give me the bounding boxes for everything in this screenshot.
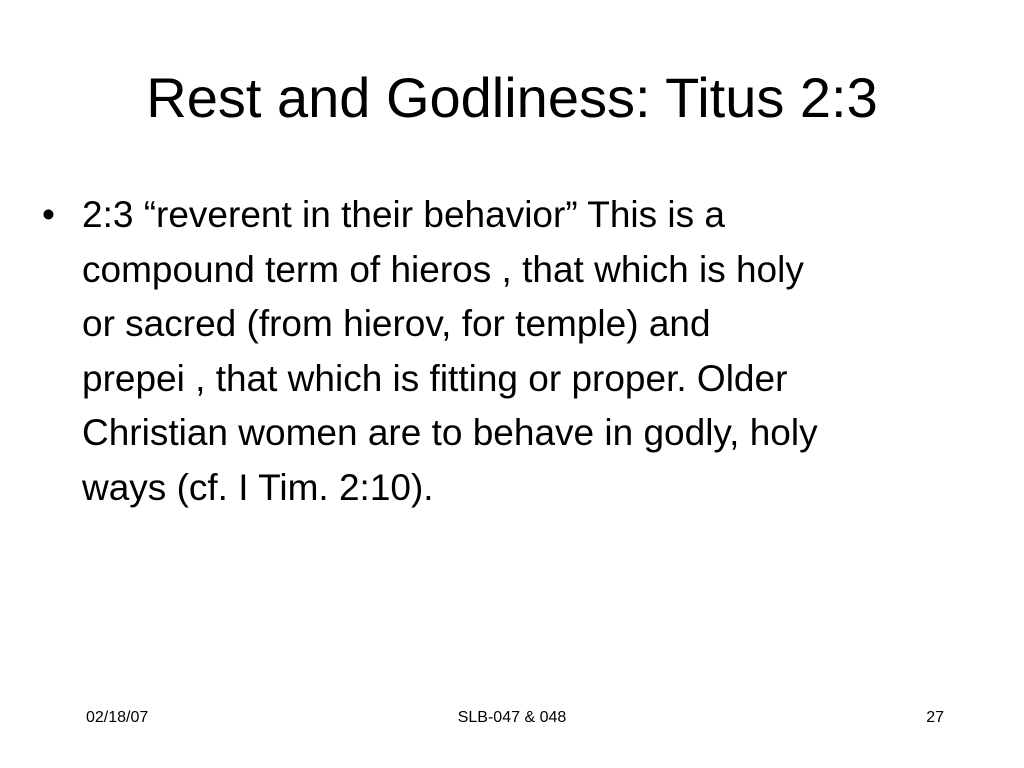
bullet-list	[38, 188, 998, 515]
footer-page-number: 27	[926, 709, 944, 726]
bullet-line: compound term of hieros , that which is holy	[82, 248, 804, 290]
bullet-item	[38, 188, 998, 515]
bullet-line: ways (cf. I Tim. 2:10).	[82, 466, 434, 508]
bullet-line: Christian women are to behave in godly, holy	[82, 412, 818, 453]
bullet-dot-icon: •	[42, 194, 55, 235]
footer-date: 02/18/07	[86, 709, 149, 726]
slide-title: Rest and Godliness: Titus 2:3	[146, 66, 878, 129]
footer-center-text: SLB-047 & 048	[457, 709, 567, 726]
bullet-line: 2:3 “reverent in their behavior” This is a	[82, 194, 726, 235]
bullet-text	[82, 188, 998, 515]
bullet-line: or sacred (from hierov, for temple) and	[82, 303, 711, 344]
bullet-line: prepei , that which is fitting or proper. Older	[82, 357, 788, 399]
